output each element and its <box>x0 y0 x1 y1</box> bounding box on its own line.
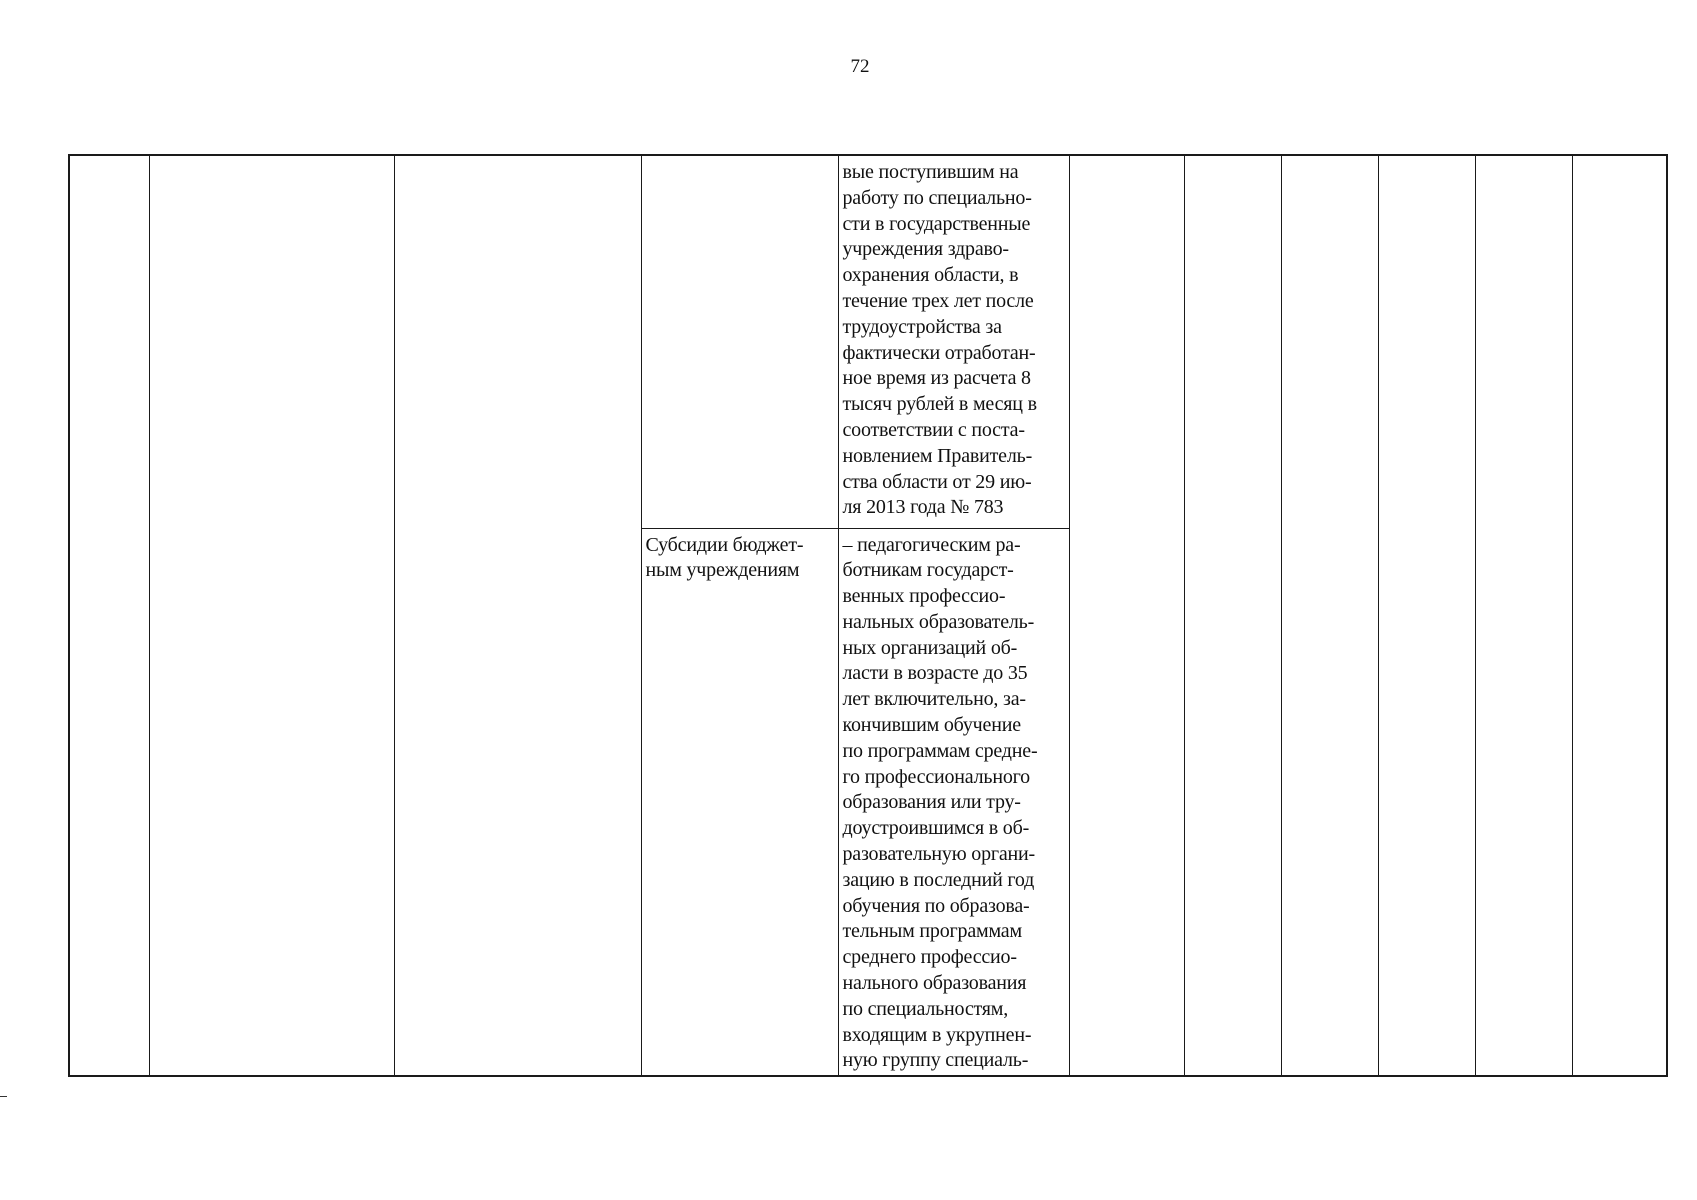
cell-text-line: ным учреждениям <box>645 559 800 582</box>
scan-edge-mark <box>0 1096 7 1097</box>
cell-text-line: ную группу специаль- <box>842 1049 1029 1072</box>
table-cell-col9 <box>1378 155 1475 1076</box>
table-cell-col10 <box>1475 155 1572 1076</box>
cell-text-line: нального образования <box>842 972 1027 995</box>
cell-text-line: по специальностям, <box>842 997 1009 1020</box>
cell-text-line: сти в государственные <box>842 212 1031 235</box>
table-cell-col11 <box>1572 155 1667 1076</box>
table-cell-col2 <box>149 155 394 1076</box>
cell-text-line: ства области от 29 ию- <box>842 470 1032 493</box>
page-number: 72 <box>850 56 870 77</box>
cell-text-line: ных организаций об- <box>842 636 1018 659</box>
cell-text-line: тысяч рублей в месяц в <box>842 393 1037 416</box>
table-cell-col4-row1 <box>641 155 838 528</box>
table-cell-col7 <box>1184 155 1281 1076</box>
cell-text-line: среднего профессио- <box>842 946 1017 969</box>
cell-text-line: входящим в укрупнен- <box>842 1023 1032 1046</box>
table-cell-col5-row1 <box>838 155 1069 528</box>
cell-text-line: зацию в последний год <box>842 868 1035 891</box>
cell-text-line: венных профессио- <box>842 585 1006 608</box>
cell-text-line: учреждения здраво- <box>842 238 1009 261</box>
cell-text-line: обучения по образова- <box>842 894 1030 917</box>
cell-text-line: течение трех лет после <box>842 289 1034 312</box>
cell-text-line: го профессионального <box>842 765 1030 788</box>
cell-text-line: вые поступившим на <box>842 161 1019 183</box>
table-cell-col3 <box>394 155 641 1076</box>
cell-text-line: по программам средне- <box>842 739 1038 762</box>
table-cell-col6 <box>1069 155 1184 1076</box>
cell-text-line: лет включительно, за- <box>842 688 1026 711</box>
cell-text-line: работу по специально- <box>842 186 1032 209</box>
cell-text-line: новлением Правитель- <box>842 444 1033 467</box>
table-cell-col8 <box>1281 155 1378 1076</box>
cell-text-line: Субсидии бюджет- <box>645 533 804 556</box>
cell-text-line: образования или тру- <box>842 791 1021 814</box>
cell-text-line: трудоустройства за <box>842 315 1002 338</box>
table-cell-col5-row2 <box>838 528 1069 1076</box>
cell-text-line: охранения области, в <box>842 264 1019 287</box>
cell-text-line: ное время из расчета 8 <box>842 367 1031 390</box>
cell-text-line: доустроившимся в об- <box>842 817 1030 840</box>
cell-text-line: соответствии с поста- <box>842 418 1025 441</box>
budget-table <box>68 154 1668 1077</box>
cell-text-line: нальных образователь- <box>842 610 1035 633</box>
cell-text-line: тельным программам <box>842 920 1022 943</box>
cell-text-line: разовательную органи- <box>842 843 1036 866</box>
cell-text-line: фактически отработан- <box>842 341 1036 364</box>
table-cell-col1 <box>69 155 149 1076</box>
cell-text-line: ласти в возрасте до 35 <box>842 662 1028 685</box>
table-row <box>69 155 1667 528</box>
cell-text-line: ля 2013 года № 783 <box>842 496 1004 519</box>
cell-text-line: – педагогическим ра- <box>842 533 1021 556</box>
table-cell-col4-row2 <box>641 528 838 1076</box>
cell-text-line: кончившим обучение <box>842 714 1021 737</box>
cell-text-line: ботникам государст- <box>842 559 1014 582</box>
